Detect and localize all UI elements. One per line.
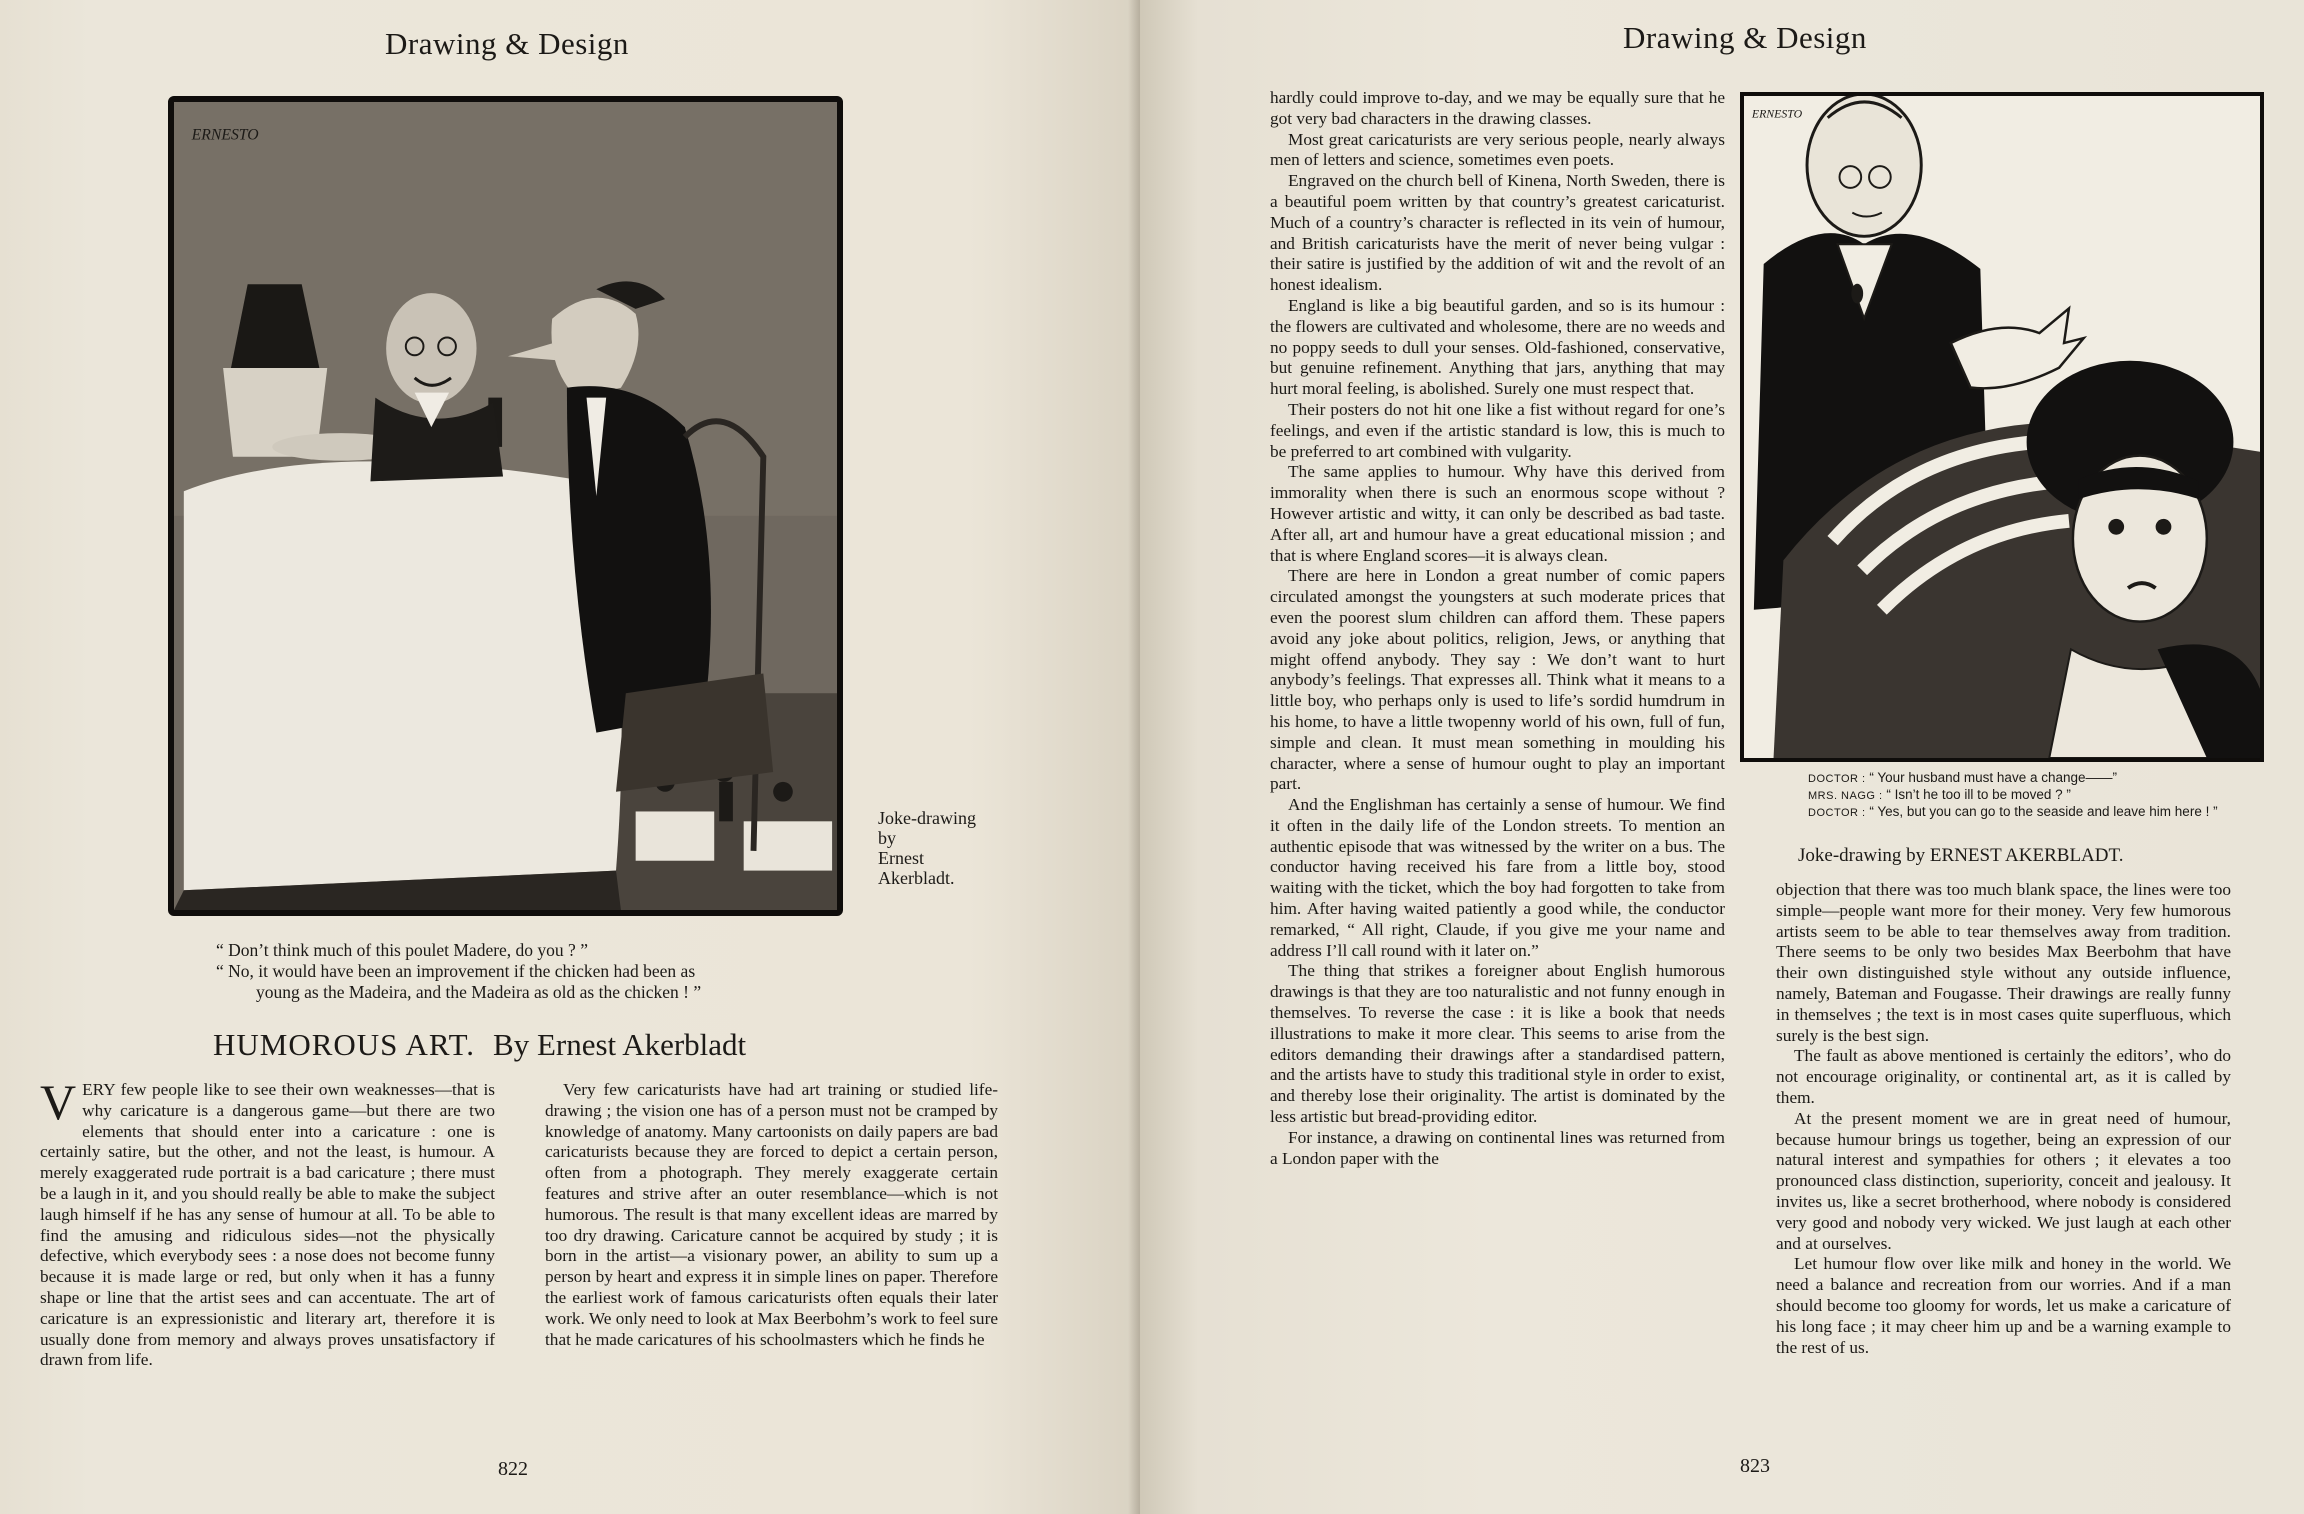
caption-line: Akerbladt. [878,868,955,888]
right-column-2 [1776,880,2231,1358]
paragraph: Engraved on the church bell of Kinena, North Sweden, there is a beautiful poem written by that country’s greatest caricaturist. Much of a country’s character is reflected in its vein of humour, and British caricaturists have the merit of never being vulgar : their satire is justified by the addition of wit and the revolt of an honest idealism. [1270,171,1725,295]
paragraph: England is like a big beautiful garden, and so is its humour : the flowers are cultivated and wholesome, there are no weeds and no poppy seeds to dull your senses. Old-fashioned, conservative, but genuine refinement. Anything that jars, anything that may hurt moral feeling, is abolished. Surely one must respect that. [1270,295,1725,399]
quote-line: “ No, it would have been an improvement if the chicken had been as [216,961,696,981]
paragraph: VERY few people like to see their own weaknesses—that is why caricature is a dangerous game—but there are two elements that should enter into a caricature : one is certainly satire, but the other, and not the least, is humour. A merely exaggerated rude portrait is a bad caricature ; there must be a laugh in it, and you should really be able to make the subject laugh himself if he has any sense of humour at all. To be able to find the amusing and ridiculous sides—not the physically defective, which everybody sees : a nose does not become funny because it is made large or red, but only when it has a funny shape or line that the artist sees and can accentuate. The art of caricature is an expressionistic and literary art, therefore it is usually done from memory and always proves unsatisfactory if drawn from life. [40,1074,495,1370]
paragraph: Let humour flow over like milk and honey in the world. We need a balance and recreation from our worries. And if a man should become too gloomy for words, let us make a caricature of his long face ; it may cheer him up and be a warning example to the rest of us. [1776,1254,2231,1357]
cartoon-dialogue [1808,770,2248,821]
paragraph: At the present moment we are in great need of humour, because humour brings us together, being an expression of our natural interest and sympathies for others ; it elevates a too pronounced class distinction, superiority, conceit and jealousy. It invites us, like a secret brotherhood, where nobody is considered very good and nobody very wicked. We just laugh at each other and at ourselves. [1776,1108,2231,1253]
quote-line: young as the Madeira, and the Madeira as old as the chicken ! ” [256,982,702,1002]
dialogue-line: DOCTOR : “ Yes, but you can go to the seaside and leave him here ! ” [1808,804,2218,819]
paragraph: Their posters do not hit one like a fist without regard for one’s feelings, and even if the artistic standard is low, this is much to be preferred to art combined with vulgarity. [1270,399,1725,461]
running-head: Drawing & Design [1623,20,1867,55]
drop-cap: V [40,1074,77,1130]
paragraph: Very few caricaturists have had art training or studied life-drawing ; the vision one has of a person must not be cramped by knowledge of anatomy. Many cartoonists on daily papers are bad caricaturists because they are forced to depict a certain person, often from a photograph. They merely exaggerate certain features and strive after an outer resemblance—which is not humorous. The result is that many excellent ideas are marred by too dry drawing. Caricature cannot be acquired by study ; it is born in the artist—a visionary power, an ability to sum up a person by heart and express it in simple lines on paper. Therefore the earliest work of famous caricaturists often equals their later work. We only need to look at Max Beerbohm’s work to feel sure that he made caricatures of his schoolmasters which he finds he [545,1080,998,1349]
caption-line: Joke-drawing [878,808,976,828]
paragraph: hardly could improve to-day, and we may be equally sure that he got very bad characters in the drawing classes. [1270,88,1725,128]
paragraph: There are here in London a great number of comic papers circulated amongst the youngsters at such moderate prices that even the poorest slum children can afford them. These papers avoid any joke about politics, religion, Jews, or anything that might offend anybody. They say : We don’t want to hurt anybody’s feelings. That expresses all. Think what it means to a little boy, who perhaps only is used to life’s sordid humdrum in his home, to have a little twopenny world of his own, full of fun, simple and clean. It must mean something in moulding his character, where a sense of humour ought to play an important part. [1270,566,1725,794]
quote-line: “ Don’t think much of this poulet Madere, do you ? ” [216,940,588,960]
left-column-1 [40,1074,495,1371]
doctor-cartoon [1740,92,2264,762]
svg-text:ERNESTO: ERNESTO [1751,106,1803,121]
paragraph: Most great caricaturists are very serious people, nearly always men of letters and science, sometimes even poets. [1270,129,1725,170]
caption-line: by [878,828,896,848]
article-byline: By Ernest Akerbladt [493,1027,747,1062]
article-title-row [213,1027,746,1063]
caption-line: Ernest [878,848,924,868]
svg-text:ERNESTO: ERNESTO [191,126,259,144]
paragraph: And the Englishman has certainly a sense of humour. We find it often in the daily life of the London streets. To mention an authentic episode that was witnessed by the writer on a bus. The conductor having received his fare from a little boy, stood waiting with the ticket, which the boy had forgotten to take from him. After having waited patiently a good while, the conductor remarked, “ All right, Claude, if you give me your name and address I’ll call round with it later on.” [1270,795,1725,960]
paragraph: The same applies to humour. Why have this derived from immorality when there is such an enormous scope without ? However artistic and witty, it can only be described as bad taste. After all, art and humour have a great educational mission ; and that is where England scores—it is always clean. [1270,462,1725,565]
paragraph: For instance, a drawing on continental lines was returned from a London paper with the [1270,1127,1725,1168]
cartoon-caption: Joke-drawing by ERNEST AKERBLADT. [1798,845,2124,866]
side-caption [878,808,1008,888]
dialogue-line: MRS. NAGG : “ Isn’t he too ill to be moved ? ” [1808,787,2071,802]
paragraph: The thing that strikes a foreigner about English humorous drawings is that they are too naturalistic and not funny enough in themselves. To reverse the case : it is like a book that needs illustrations to make it more clear. This seems to arise from the editors demanding their drawings after a standardised pattern, and the artists have to study this traditional style in order to exist, and thereby lose their originality. The artist is dominated by the less artistic but bread-providing editor. [1270,961,1725,1127]
running-head: Drawing & Design [385,26,629,61]
page-number: 822 [498,1458,528,1480]
page-number: 823 [1740,1455,1770,1477]
dialogue-line: DOCTOR : “ Your husband must have a change——” [1808,770,2117,785]
paragraph: objection that there was too much blank space, the lines were too simple—people want more for their money. Very few humorous artists seem to be able to tear themselves away from tradition. There seems to be only two besides Max Beerbohm that have their own distinguished style without any outside influence, namely, Bateman and Fougasse. Their drawings are really funny in themselves ; the text is in most cases quite superfluous, which surely is the best sign. [1776,880,2231,1045]
right-column-1 [1270,88,1725,1169]
left-column-2 [545,1080,998,1350]
paragraph: The fault as above mentioned is certainly the editors’, who do not encourage originality, or continental art, as it is called by them. [1776,1046,2231,1107]
article-title: HUMOROUS ART. [213,1027,476,1062]
left-page [0,0,1140,1514]
restaurant-cartoon [168,96,843,916]
cartoon-quote [216,940,856,1003]
